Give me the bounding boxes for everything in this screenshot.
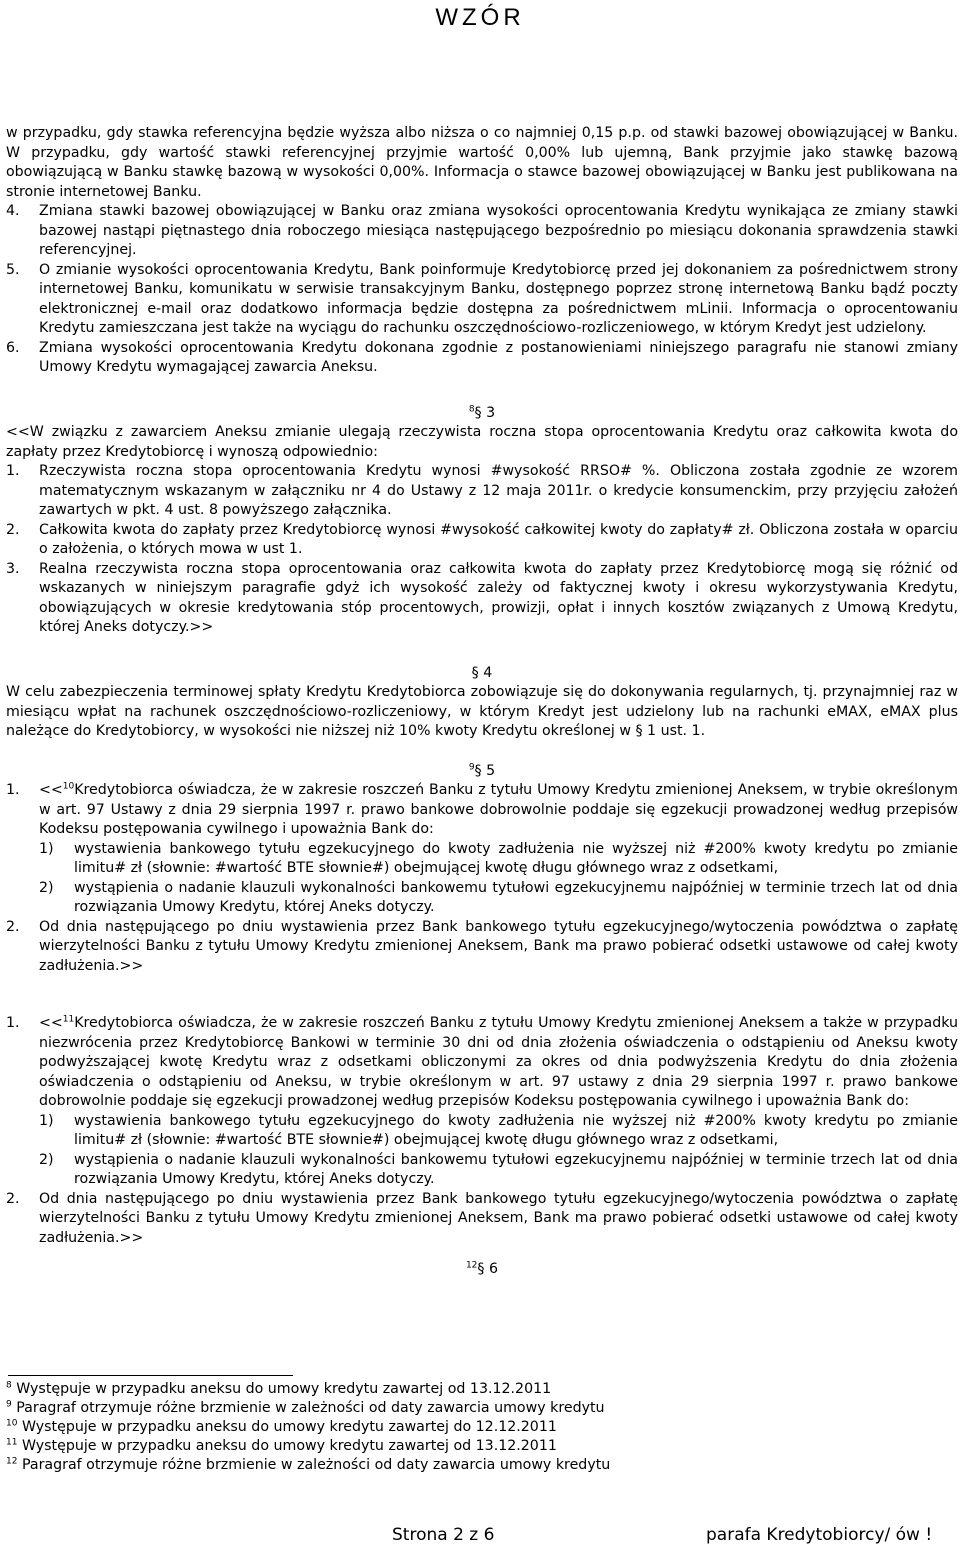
- intro-paragraph: w przypadku, gdy stawka referencyjna będzie wyższa albo niższa o co najmniej 0,15 p.p. od stawki bazowej obowiązującej w Banku. W przypadku, gdy wartość stawki referencyjnej przyjmie wartość 0,00% lub ujemną, Bank przyjmie jako stawkę bazową obowiązującą w Banku stawkę bazową w wysokości 0,00%. Informacja o stawce bazowej obowiązującej w Banku jest publikowana na stronie internetowej Banku.: [6, 125, 958, 200]
- footnote-separator: [8, 1375, 293, 1376]
- item-number: 4.: [6, 203, 20, 219]
- footnote-text: Występuje w przypadku aneksu do umowy kredytu zawartej do 12.12.2011: [21, 1419, 557, 1435]
- section-5-subitem-2: [6, 879, 958, 918]
- subitem-number: 1): [39, 840, 54, 857]
- footnote: [6, 1380, 906, 1399]
- footnote-number: 11: [6, 1437, 18, 1448]
- item-text: Całkowita kwota do zapłaty przez Kredytobiorcę wynosi #wysokość całkowitej kwoty do zapłaty# zł. Obliczona została w oparciu o założenia, o których mowa w ust 1.: [39, 521, 958, 557]
- alt-item-2: [6, 1190, 958, 1249]
- item-number: 6.: [6, 339, 20, 356]
- item-text: Realna rzeczywista roczna stopa oprocentowania oraz całkowita kwota do zapłaty przez Kredytobiorcę mogą się różnić od wskazanych w niniejszym paragrafie gdyż ich wysokość zależy od faktycznej kwoty i okresu wykorzystywania Kredytu, obowiązujących w okresie kredytowania stóp procentowych, prowizji, opłat i innych kosztów związanych z Umową Kredytu, której Aneks dotyczy.>>: [39, 560, 958, 635]
- footnote-text: Paragraf otrzymuje różne brzmienie w zależności od daty zawarcia umowy kredytu: [16, 1400, 605, 1416]
- initials-field: parafa Kredytobiorcy/ ów !: [706, 1525, 933, 1545]
- subitem-text: wystawienia bankowego tytułu egzekucyjnego do kwoty zadłużenia nie wyższej niż #200% kwoty kredytu po zmianie limitu# zł (słownie: #wartość BTE słownie#) obejmującej kwotę długu głównego wraz z odsetkami,: [74, 840, 958, 876]
- item-lead: <<: [39, 782, 63, 798]
- item-lead: <<: [39, 1015, 63, 1031]
- document-header-title: WZÓR: [435, 4, 525, 31]
- footnote-ref: 10: [62, 781, 75, 792]
- item-number: 3.: [6, 560, 20, 577]
- footnote-ref: 11: [62, 1014, 75, 1025]
- item-number: 1.: [6, 463, 20, 479]
- footnote: [6, 1456, 906, 1475]
- intro-item-6: [6, 339, 958, 378]
- alt-item-1: [6, 1014, 958, 1112]
- item-number: 2.: [6, 918, 20, 935]
- section-5-item-1: [6, 781, 958, 840]
- item-text: O zmianie wysokości oprocentowania Kredytu, Bank poinformuje Kredytobiorcę przed jej dokonaniem za pośrednictwem strony internetowej Banku, komunikatu w serwisie transakcyjnym Banku, dostępnego poprzez stronę internetową Banku bądź poczty elektronicznej e-mail oraz dodatkowo informacja będzie dostępna za pośrednictwem mLinii. Informacja o oprocentowaniu Kredytu zamieszczana jest także na wyciągu do rachunku oszczędnościowo-rozliczeniowego, w którym Kredyt jest udzielony.: [39, 261, 958, 336]
- section-3-heading: [6, 404, 958, 424]
- subitem-text: wystawienia bankowego tytułu egzekucyjnego do kwoty zadłużenia nie wyższej niż #200% kwoty kredytu po zmianie limitu# zł (słownie: #wartość BTE słownie#) obejmującej kwotę długu głównego wraz z odsetkami,: [74, 1112, 958, 1148]
- section-heading-text: § 3: [474, 404, 496, 421]
- footnote: [6, 1418, 906, 1437]
- subitem-number: 1): [39, 1112, 54, 1129]
- item-text: Zmiana stawki bazowej obowiązującej w Banku oraz zmiana wysokości oprocentowania Kredytu wynikająca ze zmiany stawki bazowej nastąpi piętnastego dnia roboczego miesiąca następującego bezpośrednio po miesiącu dokonania sprawdzenia stawki referencyjnej.: [39, 203, 958, 258]
- alt-subitem-2: [6, 1151, 958, 1190]
- footnote-number: 10: [6, 1418, 18, 1429]
- footnote: [6, 1399, 906, 1418]
- item-number: 1.: [6, 782, 20, 798]
- subitem-number: 2): [39, 879, 54, 896]
- section-3-item-2: [6, 521, 958, 560]
- item-text: Zmiana wysokości oprocentowania Kredytu dokonana zgodnie z postanowieniami niniejszego paragrafu nie stanowi zmiany Umowy Kredytu wymagającej zawarcia Aneksu.: [39, 339, 958, 375]
- item-text: Od dnia następującego po dniu wystawienia przez Bank bankowego tytułu egzekucyjnego/wytoczenia powództwa o zapłatę wierzytelności Banku z tytułu Umowy Kredytu zmienionej Aneksem, Bank ma prawo pobierać odsetki ustawowe od całej kwoty zadłużenia.>>: [39, 918, 958, 974]
- item-text: Kredytobiorca oświadcza, że w zakresie roszczeń Banku z tytułu Umowy Kredytu zmienionej Aneksem, w trybie określonym w art. 97 Ustawy z dnia 29 sierpnia 1997 r. prawo bankowe dobrowolnie poddaje się egzekucji prowadzonej według przepisów Kodeksu postępowania cywilnego i upoważnia Bank do:: [39, 782, 958, 837]
- section-heading-text: § 5: [474, 762, 496, 779]
- item-text: Od dnia następującego po dniu wystawienia przez Bank bankowego tytułu egzekucyjnego/wytoczenia powództwa o zapłatę wierzytelności Banku z tytułu Umowy Kredytu zmienionej Aneksem, Bank ma prawo pobierać odsetki ustawowe od całej kwoty zadłużenia.>>: [39, 1190, 958, 1246]
- intro-item-4: [6, 202, 958, 261]
- section-3-intro: <<W związku z zawarciem Aneksu zmianie ulegają rzeczywista roczna stopa oprocentowania Kredytu oraz całkowita kwota do zapłaty przez Kredytobiorcę i wynoszą odpowiednio:: [6, 424, 958, 460]
- section-3-item-3: [6, 560, 958, 638]
- footnote-ref: 12: [465, 1260, 478, 1271]
- intro-item-5: [6, 261, 958, 339]
- item-number: 1.: [6, 1015, 20, 1031]
- section-3-item-1: [6, 462, 958, 521]
- footnote-number: 9: [6, 1399, 12, 1410]
- footnote-text: Paragraf otrzymuje różne brzmienie w zależności od daty zawarcia umowy kredytu: [21, 1457, 611, 1473]
- section-6-heading: [6, 1260, 958, 1280]
- footnote-number: 8: [6, 1380, 12, 1391]
- section-4-text: W celu zabezpieczenia terminowej spłaty Kredytu Kredytobiorca zobowiązuje się do dokonywania regularnych, tj. przynajmniej raz w miesiącu wpłat na rachunek oszczędnościowo-rozliczeniowy, w którym Kredyt jest udzielony lub na rachunki eMAX, eMAX plus należące do Kredytobiorcy, w wysokości nie niższej niż 10% kwoty Kredytu określonej w § 1 ust. 1.: [6, 684, 958, 739]
- document-body: [6, 124, 958, 1280]
- section-5-heading: [6, 762, 958, 782]
- footnote: [6, 1437, 906, 1456]
- item-number: 2.: [6, 521, 20, 538]
- item-text: Rzeczywista roczna stopa oprocentowania Kredytu wynosi #wysokość RRSO# %. Obliczona została zgodnie ze wzorem matematycznym wskazanym w załączniku nr 4 do Ustawy z 12 maja 2011r. o kredycie konsumenckim, przy przyjęciu założeń zawartych w pkt. 4 ust. 8 powyższego załącznika.: [39, 463, 958, 518]
- section-4-heading: § 4: [471, 664, 493, 681]
- section-5-subitem-1: [6, 840, 958, 879]
- footnote-ref: 9: [468, 761, 475, 772]
- footnote-text: Występuje w przypadku aneksu do umowy kredytu zawartej od 13.12.2011: [16, 1381, 552, 1397]
- subitem-number: 2): [39, 1151, 54, 1168]
- item-number: 2.: [6, 1190, 20, 1207]
- footnote-number: 12: [6, 1456, 18, 1467]
- subitem-text: wystąpienia o nadanie klauzuli wykonalności bankowemu tytułowi egzekucyjnemu najpóźniej w terminie trzech lat od dnia rozwiązania Umowy Kredytu, której Aneks dotyczy.: [74, 879, 958, 915]
- alt-subitem-1: [6, 1112, 958, 1151]
- item-number: 5.: [6, 261, 20, 278]
- footnote-text: Występuje w przypadku aneksu do umowy kredytu zawartej od 13.12.2011: [21, 1438, 557, 1454]
- section-5-item-2: [6, 918, 958, 977]
- page-number: Strona 2 z 6: [392, 1525, 495, 1545]
- subitem-text: wystąpienia o nadanie klauzuli wykonalności bankowemu tytułowi egzekucyjnemu najpóźniej w terminie trzech lat od dnia rozwiązania Umowy Kredytu, której Aneks dotyczy.: [74, 1151, 958, 1187]
- item-text: Kredytobiorca oświadcza, że w zakresie roszczeń Banku z tytułu Umowy Kredytu zmienionej Aneksem a także w przypadku niezwrócenia przez Kredytobiorcę Bankowi w terminie 30 dni od dnia złożenia oświadczenia o odstąpieniu od Aneksu kwoty podwyższającej kwotę Kredytu wraz z odsetkami obliczonymi za okres od dnia podwyższenia Kredytu do dnia złożenia oświadczenia o odstąpieniu od Aneksu, w trybie określonym w art. 97 ustawy z dnia 29 sierpnia 1997 r. prawo bankowe dobrowolnie poddaje się egzekucji prowadzonej według przepisów Kodeksu postępowania cywilnego i upoważnia Bank do:: [39, 1015, 958, 1109]
- footnotes: [6, 1380, 906, 1475]
- section-heading-text: § 6: [477, 1261, 499, 1277]
- footnote-ref: 8: [468, 403, 475, 414]
